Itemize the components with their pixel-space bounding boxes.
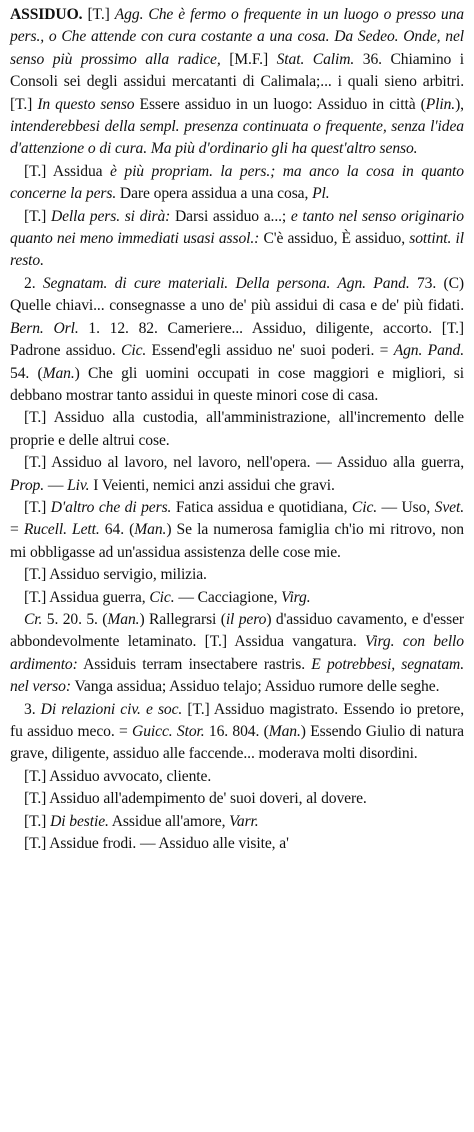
italic-text: Liv.: [67, 476, 90, 494]
text-segment: Darsi assiduo a...;: [170, 207, 291, 225]
text-segment: 1. 12. 82. Cameriere... Assiduo, diligente, accorto. [T.] Padrone assiduo.: [10, 319, 464, 360]
italic-text: intenderebbesi della sempl. presenza continuata o frequente, senza l'idea d'attenzione o di cura. Ma più d'ordinario gli ha quest'altro senso.: [10, 118, 464, 158]
italic-text: Pl.: [312, 185, 330, 203]
text-segment: — Uso,: [377, 498, 435, 516]
italic-text: Agn. Pand.: [393, 342, 464, 360]
text-segment: Assiduis terram insectabere rastris.: [77, 655, 312, 673]
text-segment: [T.] Assidua guerra,: [24, 588, 150, 606]
text-segment: 2.: [24, 274, 43, 292]
entry-paragraph: [10, 4, 464, 161]
text-segment: [T.]: [82, 6, 115, 23]
italic-text: Man.: [134, 521, 167, 539]
text-segment: I Veienti, nemici anzi assidui che gravi.: [89, 476, 335, 494]
entry-paragraph: [10, 587, 464, 609]
text-segment: ) d'assiduo cavamento, e d'esser abbondevolmente letaminato. [T.] Assidua vangatura.: [10, 610, 464, 651]
text-segment: ) Essendo Giulio di natura grave, diligente, assiduo alle faccende... moderava molti disordini.: [10, 723, 464, 763]
entry-paragraph: [10, 766, 464, 788]
entry-paragraph: [10, 564, 464, 586]
text-segment: Essend'egli assiduo ne' suoi poderi. =: [146, 342, 394, 360]
entry-paragraph: [10, 833, 464, 855]
text-segment: ) Se la numerosa famiglia ch'io mi ritrovo, non mi obbligasse ad un'assidua assistenza delle cose mie.: [10, 521, 464, 561]
text-segment: Dare opera assidua a una cosa,: [116, 185, 313, 203]
italic-text: Man.: [107, 610, 140, 628]
italic-text: Della pers. si dirà:: [50, 207, 171, 225]
italic-text: Man.: [42, 364, 75, 382]
italic-text: Varr.: [229, 812, 259, 830]
dictionary-entry-assiduo: [10, 4, 464, 855]
text-segment: Essere assiduo in un luogo: Assiduo in città (: [134, 95, 426, 113]
entry-paragraph: [10, 407, 464, 452]
text-segment: ) Rallegrarsi (: [139, 610, 226, 628]
italic-text: Rucell. Lett.: [23, 521, 100, 539]
italic-text: Di bestie.: [50, 812, 109, 830]
text-segment: [T.] Assidua: [24, 162, 111, 180]
text-segment: — Cacciagione,: [174, 588, 282, 606]
italic-text: Stat. Calim.: [276, 50, 355, 68]
headword: ASSIDUO.: [10, 6, 83, 23]
text-segment: 54. (: [10, 364, 43, 382]
italic-text: Virg.: [281, 588, 311, 606]
italic-text: sottint. il resto.: [10, 230, 464, 270]
text-segment: Assidue all'amore,: [108, 812, 230, 830]
italic-text: Guicc. Stor.: [132, 723, 205, 740]
text-segment: [T.] Assiduo magistrato. Essendo io pretore, fu assiduo meco. =: [10, 700, 465, 740]
italic-text: Agg. Che è fermo o frequente in un luogo o presso una pers., o Che attende con cura costante a una cosa. Da Sedeo. Onde, nel senso più prossimo alla radice,: [10, 6, 464, 68]
italic-text: e tanto nel senso originario quanto nei meno immediati usasi assol.:: [10, 207, 464, 248]
text-segment: Fatica assidua e quotidiana,: [171, 498, 352, 516]
text-segment: [T.]: [24, 812, 51, 830]
text-segment: ) Che gli uomini occupati in cose maggiori e migliori, si debbano mostrar tanto assidui in queste minori cose di casa.: [10, 364, 464, 404]
entry-paragraph: [10, 811, 464, 833]
text-segment: 36. Chiamino i Consoli sei degli assidui mercatanti di Calimala;... i quali sieno arbitri. [T.]: [10, 50, 464, 113]
entry-paragraph: [10, 452, 464, 497]
text-segment: [T.]: [24, 498, 51, 516]
italic-text: Prop.: [10, 476, 45, 494]
italic-text: Segnatam. di cure materiali. Della persona. Agn. Pand.: [42, 274, 410, 292]
italic-text: E potrebbesi, segnatam. nel verso:: [10, 655, 464, 696]
italic-text: Cic.: [121, 342, 147, 360]
text-segment: [T.] Assiduo all'adempimento de' suoi doveri, al dovere.: [24, 790, 367, 808]
italic-text: Cic.: [351, 498, 378, 516]
entry-paragraph: [10, 609, 464, 699]
entry-paragraph: [10, 206, 464, 273]
text-segment: C'è assiduo, È assiduo,: [259, 230, 410, 248]
italic-text: Virg. con bello ardimento:: [10, 633, 464, 673]
text-segment: [M.F.]: [220, 50, 277, 68]
italic-text: D'altro che di pers.: [50, 498, 172, 516]
text-segment: [T.] Assiduo avvocato, cliente.: [24, 767, 212, 785]
text-segment: =: [10, 521, 24, 539]
entry-paragraph: [10, 699, 464, 766]
text-segment: [T.]: [24, 207, 51, 225]
italic-text: Svet.: [434, 498, 464, 516]
italic-text: Plin.: [425, 95, 456, 113]
entry-paragraph: [10, 788, 464, 810]
text-segment: [T.] Assiduo alla custodia, all'amministrazione, all'incremento delle proprie e delle altrui cose.: [10, 409, 464, 449]
text-segment: 16. 804. (: [204, 723, 269, 740]
text-segment: 73. (C) Quelle chiavi... consegnasse a uno de' più assidui di casa e de' più fidati.: [10, 274, 464, 315]
text-segment: [T.] Assidue frodi. — Assiduo alle visite, a': [24, 835, 289, 853]
entry-paragraph: [10, 161, 464, 206]
italic-text: è più propriam. la pers.; ma anco la cosa in quanto concerne la pers.: [10, 162, 464, 203]
text-segment: —: [44, 476, 68, 494]
italic-text: Di relazioni civ. e soc.: [40, 700, 183, 718]
text-segment: ),: [455, 95, 464, 113]
italic-text: il pero: [225, 610, 267, 628]
italic-text: Man.: [268, 723, 301, 740]
italic-text: Bern. Orl.: [10, 319, 79, 337]
text-segment: 5. 20. 5. (: [42, 610, 108, 628]
text-segment: 64. (: [99, 521, 135, 539]
text-segment: Vanga assidua; Assiduo telajo; Assiduo rumore delle seghe.: [70, 678, 440, 696]
text-segment: 3.: [24, 700, 41, 718]
entry-paragraph: [10, 273, 464, 407]
italic-text: Cr.: [24, 610, 43, 628]
italic-text: Cic.: [149, 588, 175, 606]
text-segment: [T.] Assiduo servigio, milizia.: [24, 566, 207, 584]
text-segment: [T.] Assiduo al lavoro, nel lavoro, nell'opera. — Assiduo alla guerra,: [24, 454, 464, 472]
italic-text: In questo senso: [37, 95, 135, 113]
entry-paragraph: [10, 497, 464, 564]
